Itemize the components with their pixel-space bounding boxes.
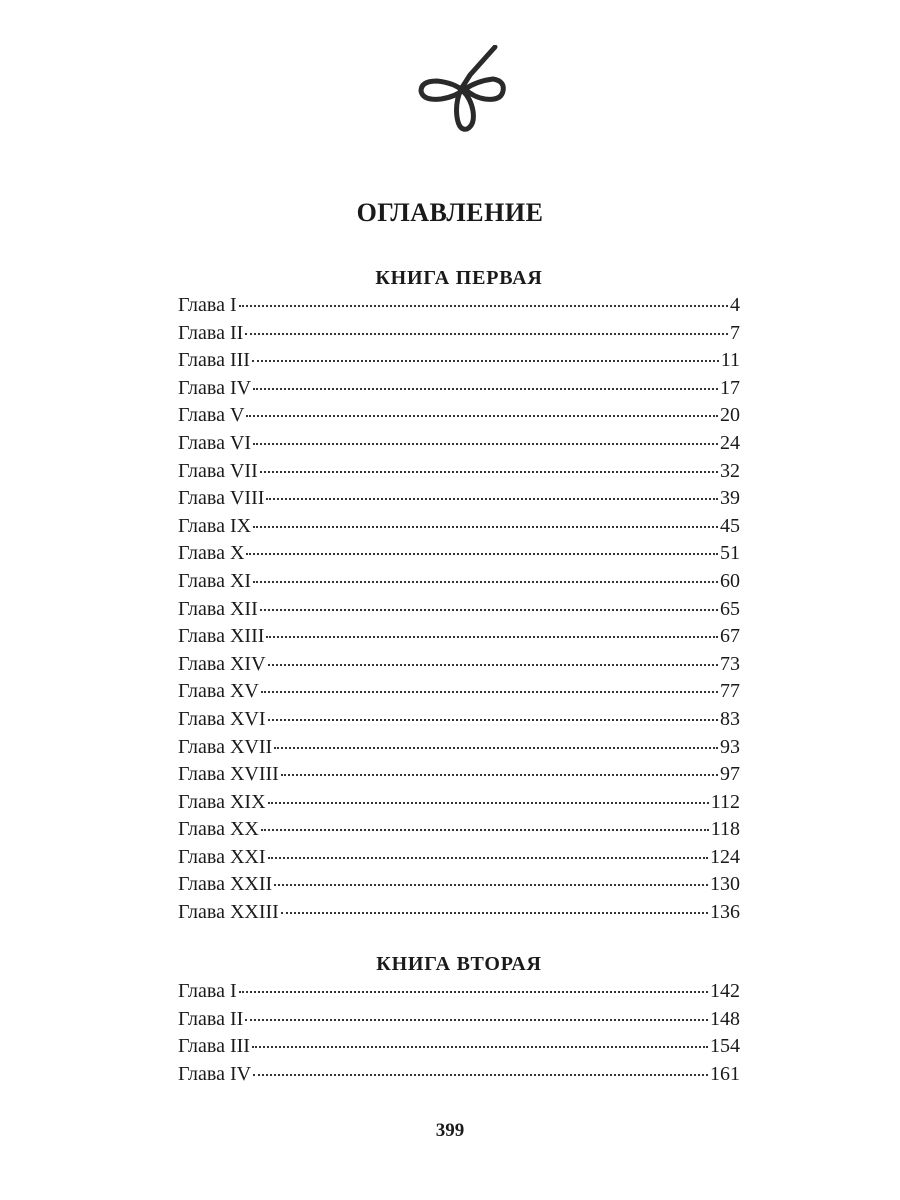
toc-entry[interactable] (178, 844, 740, 872)
chapter-page-number: 65 (720, 597, 740, 620)
chapter-label: Глава VI (178, 431, 252, 454)
dot-leader (253, 581, 718, 583)
toc-entry[interactable] (178, 899, 740, 927)
dot-leader (252, 1046, 708, 1048)
toc-entry[interactable] (178, 458, 740, 486)
dot-leader (266, 498, 718, 500)
chapter-page-number: 93 (720, 735, 740, 758)
chapter-label: Глава XII (178, 597, 258, 620)
chapter-label: Глава XX (178, 818, 259, 841)
chapter-page-number: 4 (730, 294, 740, 316)
dot-leader (253, 526, 718, 528)
chapter-label: Глава V (178, 404, 245, 427)
dot-leader (281, 774, 718, 776)
chapter-page-number: 45 (720, 514, 740, 537)
chapter-label: Глава VII (178, 459, 258, 482)
dot-leader (261, 829, 709, 831)
dot-leader (252, 360, 719, 362)
chapter-page-number: 154 (710, 1035, 740, 1058)
toc-entry[interactable] (178, 1006, 740, 1034)
toc-entry[interactable] (178, 430, 740, 458)
dot-leader (239, 991, 708, 993)
chapter-page-number: 112 (710, 790, 740, 813)
toc-entry[interactable] (178, 375, 740, 403)
chapter-label: Глава VIII (178, 487, 265, 510)
book-section-2 (178, 950, 740, 1088)
chapter-label: Глава IV (178, 376, 252, 399)
page-number: 399 (435, 1120, 465, 1141)
chapter-page-number: 24 (720, 431, 740, 454)
chapter-page-number: 20 (720, 404, 740, 427)
toc-entry[interactable] (178, 678, 740, 706)
toc-entry[interactable] (178, 706, 740, 734)
dot-leader (274, 884, 708, 886)
dot-leader (266, 636, 718, 638)
chapter-page-number: 60 (720, 569, 740, 592)
dot-leader (253, 443, 718, 445)
chapter-label: Глава II (178, 321, 244, 344)
chapter-page-number: 124 (710, 845, 740, 868)
toc-list (178, 292, 740, 927)
toc-entry[interactable] (178, 596, 740, 624)
chapter-page-number: 136 (710, 901, 740, 924)
dot-leader (260, 471, 718, 473)
chapter-label: Глава XI (178, 569, 252, 592)
chapter-label: Глава XVII (178, 735, 273, 758)
dot-leader (239, 305, 728, 307)
chapter-label: Глава X (178, 542, 245, 565)
toc-entry[interactable] (178, 320, 740, 348)
chapter-page-number: 118 (710, 818, 740, 841)
chapter-label: Глава XIV (178, 652, 266, 675)
chapter-label: Глава IX (178, 514, 252, 537)
chapter-label: Глава XXI (178, 845, 266, 868)
chapter-label: Глава III (178, 1035, 250, 1058)
chapter-label: Глава XIX (178, 790, 266, 813)
chapter-label: Глава XVI (178, 707, 266, 730)
toc-entry[interactable] (178, 513, 740, 541)
chapter-page-number: 97 (720, 763, 740, 786)
toc-entry[interactable] (178, 871, 740, 899)
chapter-page-number: 11 (720, 349, 740, 372)
toc-entry[interactable] (178, 651, 740, 679)
chapter-label: Глава XVIII (178, 763, 279, 786)
chapter-label: Глава II (178, 1007, 244, 1030)
chapter-page-number: 83 (720, 707, 740, 730)
toc-entry[interactable] (178, 789, 740, 817)
toc-entry[interactable] (178, 347, 740, 375)
book-heading: КНИГА ВТОРАЯ (376, 953, 542, 975)
chapter-page-number: 73 (720, 652, 740, 675)
book-section-1 (178, 264, 740, 927)
dot-leader (253, 1074, 708, 1076)
calligraphic-flourish-icon (415, 45, 510, 135)
chapter-page-number: 7 (730, 321, 740, 344)
dot-leader (274, 747, 718, 749)
chapter-page-number: 51 (720, 542, 740, 565)
chapter-label: Глава I (178, 294, 237, 316)
chapter-label: Глава IV (178, 1062, 252, 1085)
chapter-page-number: 32 (720, 459, 740, 482)
toc-entry[interactable] (178, 734, 740, 762)
toc-entry[interactable] (178, 623, 740, 651)
dot-leader (281, 912, 708, 914)
toc-entry[interactable] (178, 292, 740, 320)
toc-list (178, 978, 740, 1088)
dot-leader (268, 719, 718, 721)
dot-leader (246, 553, 718, 555)
chapter-page-number: 77 (720, 680, 740, 703)
chapter-label: Глава XIII (178, 625, 265, 648)
chapter-label: Глава III (178, 349, 250, 372)
toc-entry[interactable] (178, 978, 740, 1006)
dot-leader (268, 664, 718, 666)
toc-entry[interactable] (178, 1061, 740, 1089)
dot-leader (245, 333, 728, 335)
chapter-label: Глава XXII (178, 873, 273, 896)
chapter-page-number: 161 (710, 1062, 740, 1085)
toc-entry[interactable] (178, 402, 740, 430)
chapter-label: Глава I (178, 980, 237, 1002)
chapter-page-number: 39 (720, 487, 740, 510)
toc-entry[interactable] (178, 568, 740, 596)
toc-entry[interactable] (178, 816, 740, 844)
dot-leader (268, 857, 708, 859)
dot-leader (260, 609, 718, 611)
dot-leader (268, 802, 709, 804)
toc-entry[interactable] (178, 761, 740, 789)
toc-entry[interactable] (178, 1033, 740, 1061)
toc-entry[interactable] (178, 540, 740, 568)
page-title: ОГЛАВЛЕНИЕ (356, 198, 544, 227)
chapter-page-number: 142 (710, 980, 740, 1002)
dot-leader (261, 691, 718, 693)
chapter-label: Глава XV (178, 680, 259, 703)
chapter-page-number: 148 (710, 1007, 740, 1030)
chapter-page-number: 67 (720, 625, 740, 648)
toc-entry[interactable] (178, 485, 740, 513)
chapter-page-number: 17 (720, 376, 740, 399)
dot-leader (253, 388, 718, 390)
dot-leader (246, 415, 718, 417)
chapter-page-number: 130 (710, 873, 740, 896)
dot-leader (245, 1019, 708, 1021)
chapter-label: Глава XXIII (178, 901, 279, 924)
book-heading: КНИГА ПЕРВАЯ (375, 267, 543, 289)
